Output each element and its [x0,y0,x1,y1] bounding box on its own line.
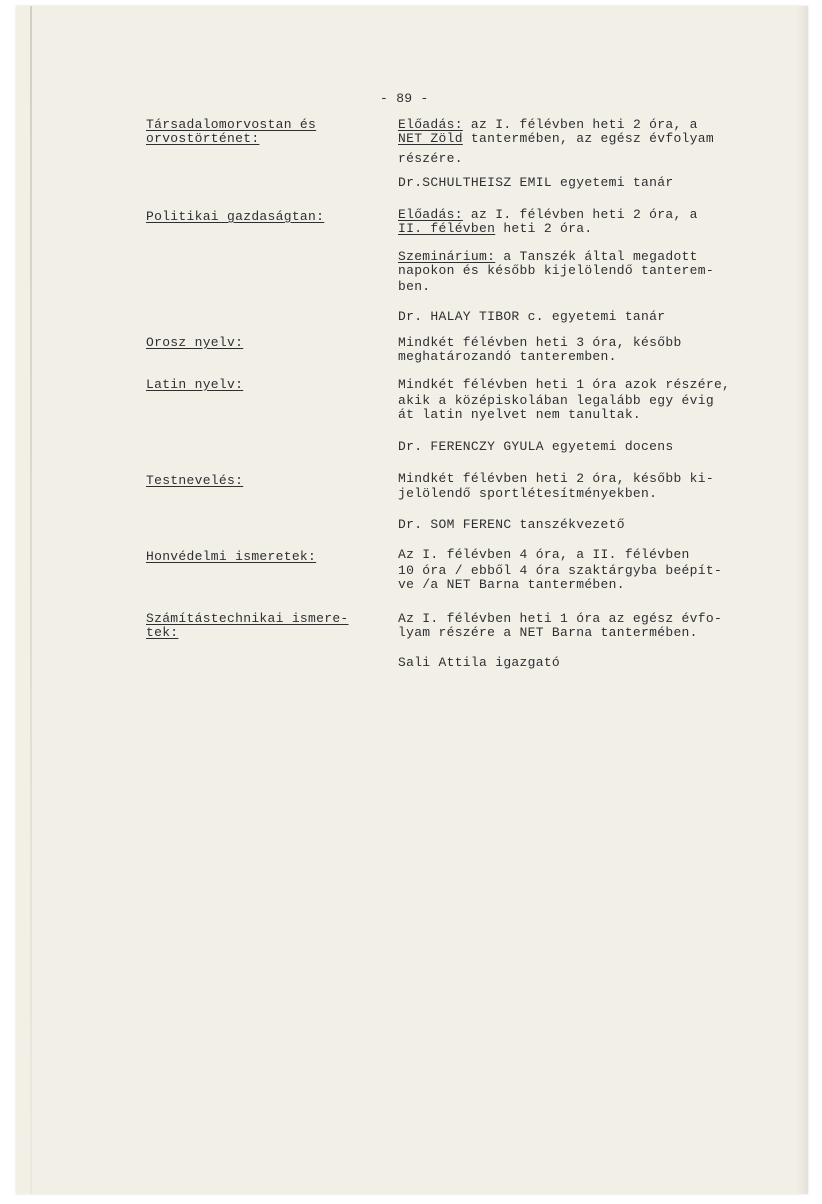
underlined-term: Előadás: [398,207,463,222]
text-line [398,280,430,293]
text-segment: napokon és később kijelölendő tanterem- [398,263,714,278]
text-line [398,350,617,363]
text-line [398,626,698,639]
underlined-term: Szeminárium: [398,249,496,264]
text-segment: Mindkét félévben heti 3 óra, később [398,335,682,350]
text-line [398,487,657,500]
text-line [398,440,673,453]
text-segment: tantermében, az egész évfolyam [462,131,714,146]
text-segment: Dr.SCHULTHEISZ EMIL egyetemi tanár [398,175,674,190]
text-segment: 10 óra / ebből 4 óra szaktárgyba beépít- [398,563,723,578]
section-label: orvostörténet: [146,131,260,146]
text-line [398,118,698,131]
text-line [398,152,463,165]
text-line [398,612,722,625]
page-number: - 89 - [380,91,429,106]
text-segment: Dr. HALAY TIBOR c. egyetemi tanár [398,309,666,324]
section-label: Társadalomorvostan és [146,117,317,132]
text-line [398,472,714,485]
section-label: tek: [146,625,179,640]
section-label: Testnevelés: [146,473,244,488]
text-segment: Az I. félévben heti 1 óra az egész évfo- [398,611,723,626]
text-line [398,208,698,221]
text-segment: heti 2 óra. [495,221,593,236]
section-label: Orosz nyelv: [146,335,244,350]
section-label: Politikai gazdaságtan: [146,209,325,224]
text-segment: Az I. félévben 4 óra, a II. félévben [398,547,690,562]
underlined-term: NET Zöld [398,131,463,146]
text-segment: lyam részére a NET Barna tantermében. [398,625,698,640]
text-segment: Dr. SOM FERENC tanszékvezető [398,517,625,532]
text-line [398,132,714,145]
text-segment: akik a középiskolában legalább egy évig [398,393,714,408]
text-line [398,394,714,407]
text-segment: Mindkét félévben heti 2 óra, később ki- [398,471,714,486]
text-line [398,578,625,591]
text-line [398,378,730,391]
section-label: Latin nyelv: [146,377,244,392]
text-line [398,548,690,561]
text-segment: Sali Attila igazgató [398,655,561,670]
text-line [398,656,560,669]
text-line [398,222,592,235]
text-segment: Dr. FERENCZY GYULA egyetemi docens [398,439,674,454]
underlined-term: Előadás: [398,117,463,132]
text-line [398,564,722,577]
underlined-term: II. félévben [398,221,496,236]
text-segment: a Tanszék által megadott [495,249,698,264]
text-segment: jelölendő sportlétesítményekben. [398,486,658,501]
text-segment: ve /a NET Barna tantermében. [398,577,625,592]
text-segment: részére. [398,151,463,166]
text-line [398,176,673,189]
text-segment: át latin nyelvet nem tanultak. [398,407,642,422]
text-segment: az I. félévben heti 2 óra, a [462,207,698,222]
text-line [398,310,665,323]
text-line [398,250,698,263]
text-segment: ben. [398,279,431,294]
scan-edge-right [796,6,808,1194]
section-label: Honvédelmi ismeretek: [146,549,317,564]
text-line [398,336,682,349]
text-line [398,518,625,531]
text-segment: meghatározandó tanteremben. [398,349,617,364]
scan-edge-left [30,6,32,1194]
section-label: Számítástechnikai ismere- [146,611,349,626]
text-segment: az I. félévben heti 2 óra, a [462,117,698,132]
text-segment: Mindkét félévben heti 1 óra azok részére, [398,377,731,392]
text-line [398,408,641,421]
text-line [398,264,714,277]
